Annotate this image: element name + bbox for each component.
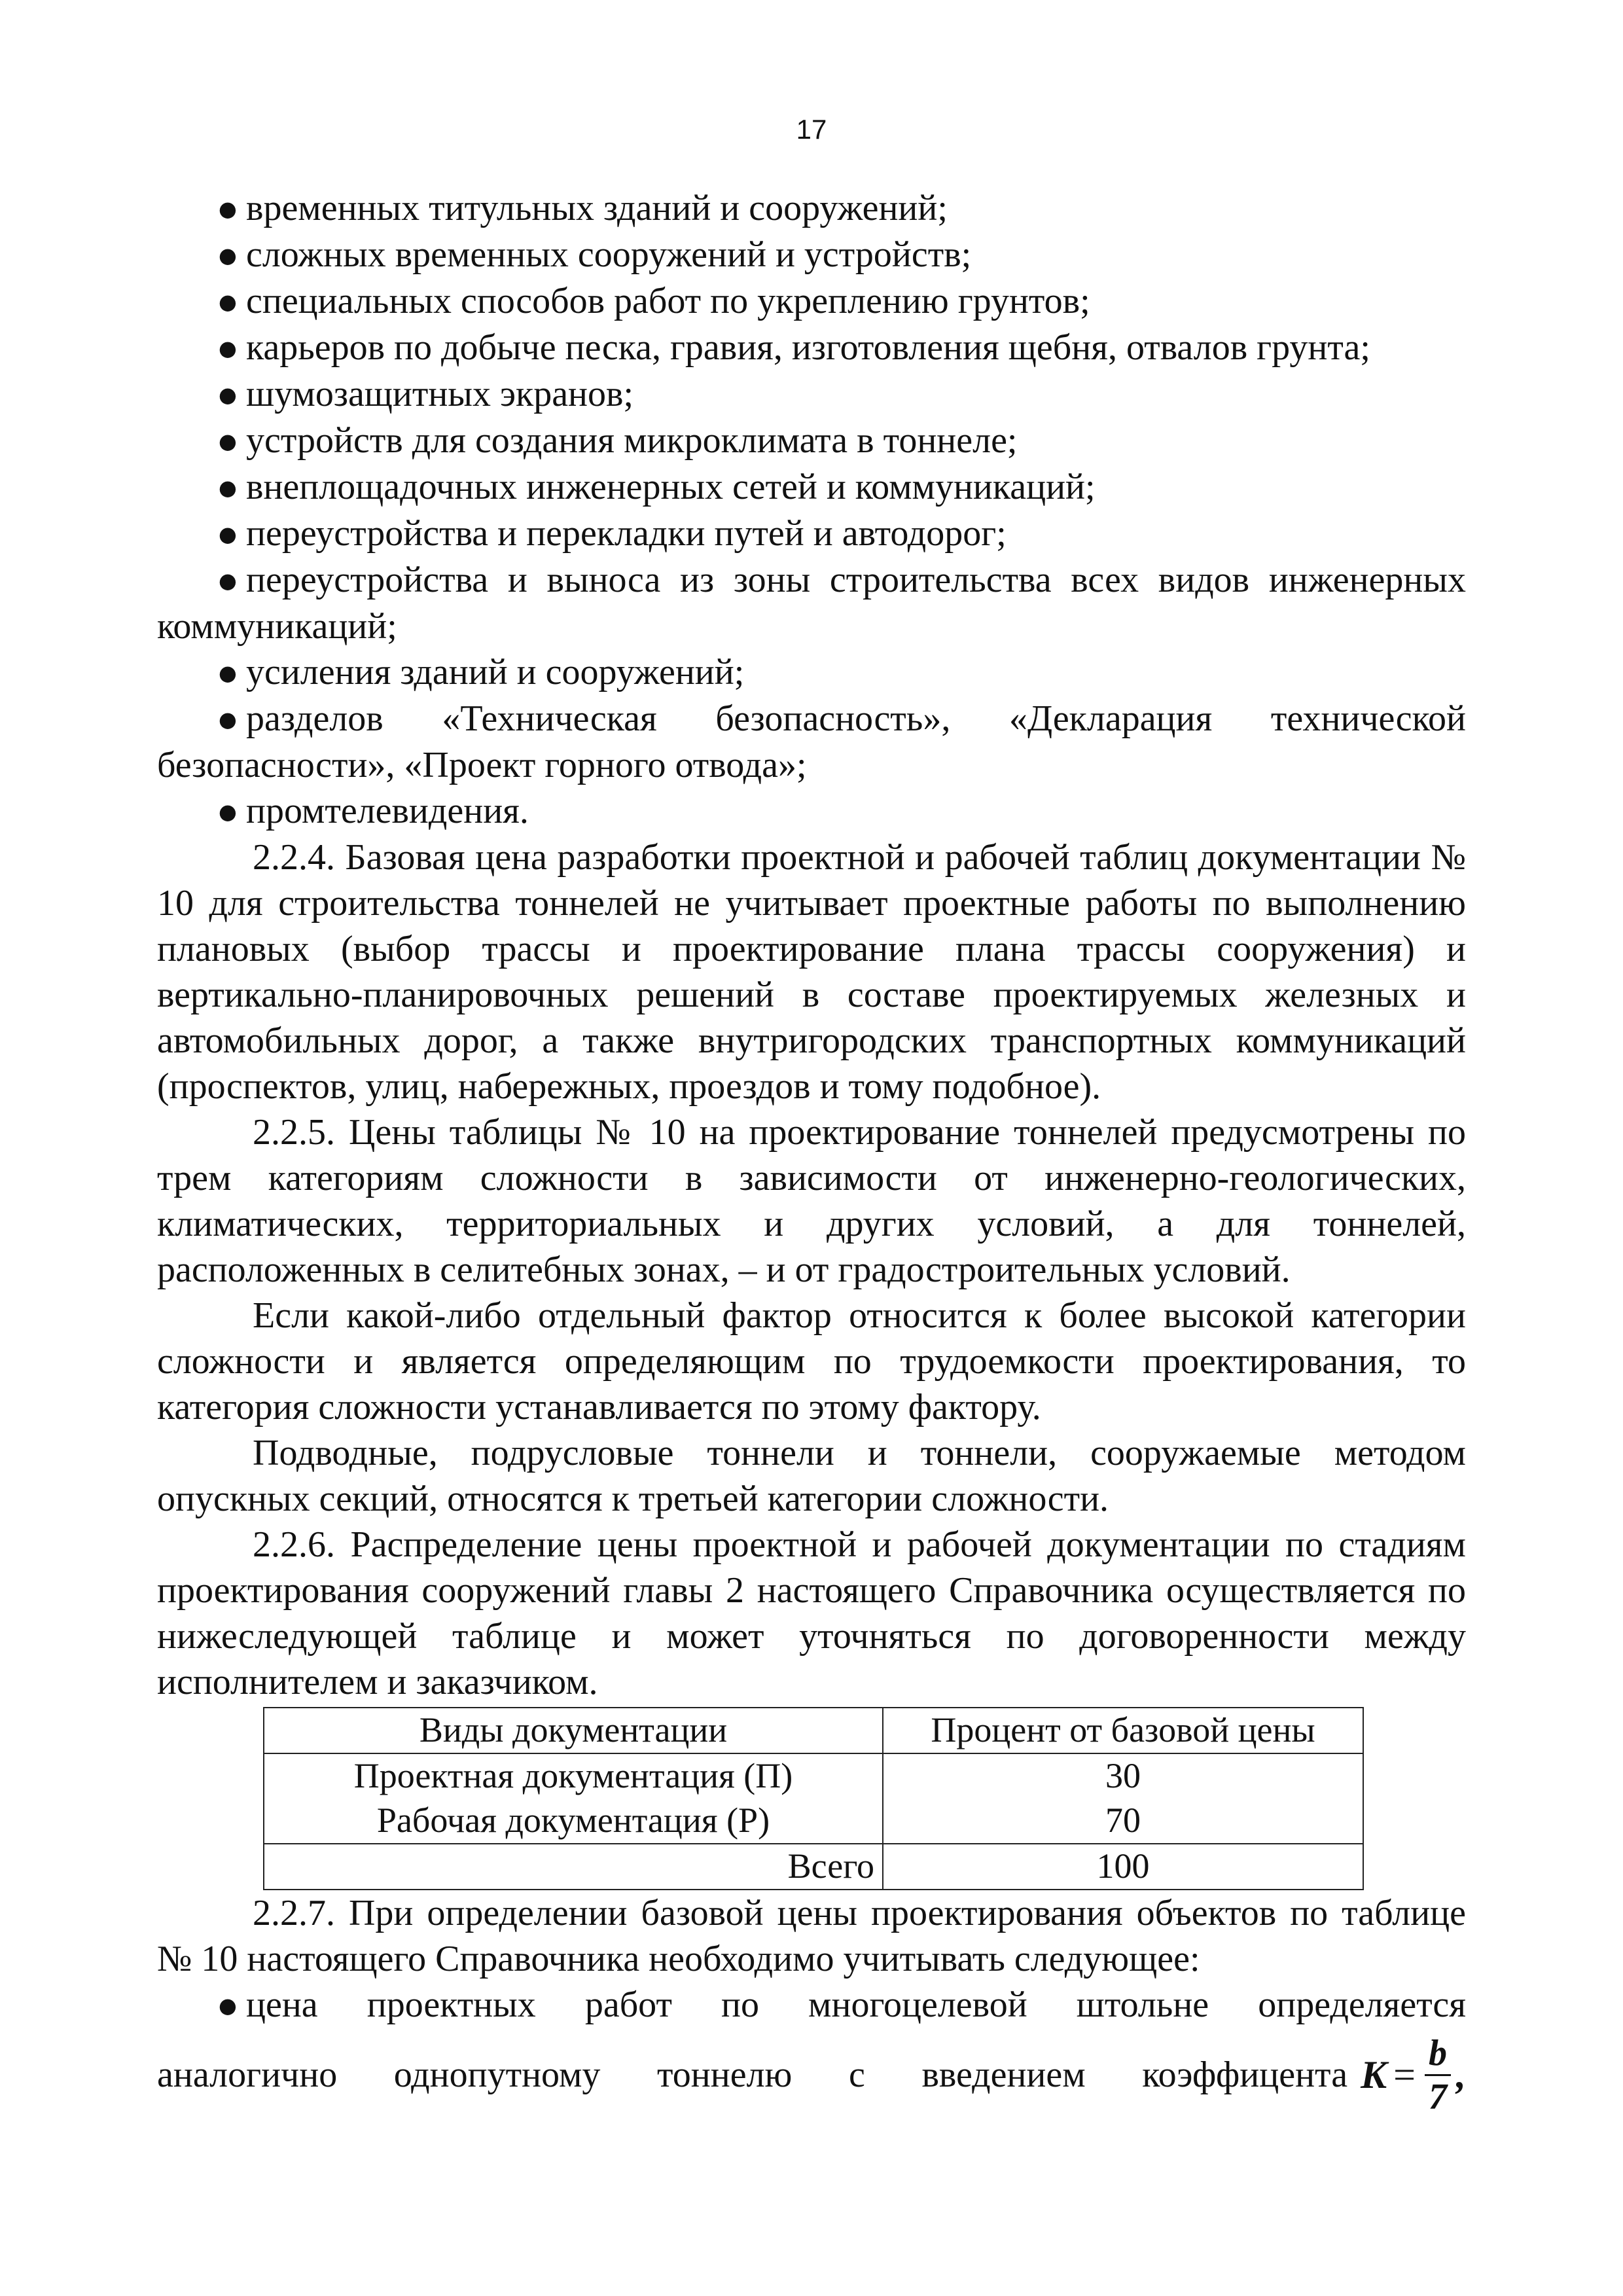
paragraph-2-2-5: 2.2.5. Цены таблицы № 10 на проектирование тоннелей предусмотрены по трем категориям сложности в зависимости от инженерно-геологических, климатических, территориальных и других условий, а для тоннелей, расположенных в селитебных зонах, – и от градостроительных условий. bbox=[157, 1112, 1466, 1290]
list-item: ● устройств для создания микроклимата в тоннеле; bbox=[157, 418, 1466, 464]
table-cell-label: Проектная документация (П) bbox=[264, 1753, 883, 1799]
word: аналогично bbox=[157, 2054, 338, 2095]
bullet-list-bottom bbox=[157, 1982, 1466, 2028]
list-item: ● переустройства и перекладки путей и автодорог; bbox=[157, 511, 1466, 557]
bullet-icon: ● bbox=[219, 382, 237, 407]
bullet-icon: ● bbox=[219, 707, 237, 732]
page-body bbox=[157, 185, 1466, 2124]
word: введением bbox=[921, 2054, 1086, 2095]
bullet-icon: ● bbox=[219, 799, 237, 824]
list-item: ● переустройства и выноса из зоны строительства всех видов инженерных коммуникаций; bbox=[157, 557, 1466, 649]
list-item: ● внеплощадочных инженерных сетей и коммуникаций; bbox=[157, 464, 1466, 511]
table-total-value: 100 bbox=[883, 1844, 1363, 1890]
paragraph-2-2-4: 2.2.4. Базовая цена разработки проектной и рабочей таблиц документации № 10 для строительства тоннелей не учитывает проектные работы по выполнению плановых (выбор трассы и проектирование плана трассы сооружения) и вертикально-планировочных решений в составе проектируемых железных и автомобильных дорог, а также внутригородских транспортных коммуникаций (проспектов, улиц, набережных, проездов и тому подобное). bbox=[157, 837, 1466, 1107]
column-header: Виды документации bbox=[264, 1708, 883, 1753]
paragraph-underwater-tunnels: Подводные, подрусловые тоннели и тоннели, сооружаемые методом опускных секций, относятся к третьей категории сложности. bbox=[157, 1433, 1466, 1519]
price-distribution-table bbox=[263, 1707, 1364, 1890]
formula-equals: = bbox=[1393, 2053, 1416, 2096]
bullet-icon: ● bbox=[219, 243, 237, 268]
bullet-icon: ● bbox=[219, 522, 237, 547]
paragraph-2-2-6: 2.2.6. Распределение цены проектной и рабочей документации по стадиям проектирования сооружений главы 2 настоящего Справочника осуществляется по нижеследующей таблице и может уточняться по договоренности между исполнителем и заказчиком. bbox=[157, 1524, 1466, 1702]
list-item: ● карьеров по добыче песка, гравия, изготовления щебня, отвалов грунта; bbox=[157, 325, 1466, 371]
page-number: 17 bbox=[796, 114, 827, 145]
table-header-row bbox=[264, 1708, 1363, 1753]
table-row bbox=[264, 1799, 1363, 1844]
formula-trailing-comma: , bbox=[1456, 2053, 1466, 2096]
list-item: ● цена проектных работ по многоцелевой штольне определяется bbox=[157, 1982, 1466, 2028]
formula-line-words bbox=[157, 2052, 1347, 2098]
word: коэффицента bbox=[1142, 2054, 1348, 2095]
bullet-icon: ● bbox=[219, 660, 237, 685]
bullet-icon: ● bbox=[219, 429, 237, 454]
bullet-icon: ● bbox=[219, 336, 237, 361]
formula-denominator: 7 bbox=[1429, 2076, 1447, 2117]
list-item: ● разделов «Техническая безопасность», «Декларация технической безопасности», «Проект горного отвода»; bbox=[157, 696, 1466, 788]
paragraph-2-2-7: 2.2.7. При определении базовой цены проектирования объектов по таблице № 10 настоящего Справочника необходимо учитывать следующее: bbox=[157, 1893, 1466, 1979]
list-item: ● специальных способов работ по укреплению грунтов; bbox=[157, 278, 1466, 325]
table-total-label: Всего bbox=[264, 1844, 883, 1890]
table-total-row bbox=[264, 1844, 1363, 1890]
bullet-icon: ● bbox=[219, 475, 237, 500]
word: однопутному bbox=[393, 2054, 601, 2095]
bullet-icon: ● bbox=[219, 289, 237, 314]
bullet-list bbox=[157, 185, 1466, 834]
paragraph-factor: Если какой-либо отдельный фактор относится к более высокой категории сложности и является определяющим по трудоемкости проектирования, то категория сложности устанавливается по этому фактору. bbox=[157, 1295, 1466, 1427]
list-item: ● усиления зданий и сооружений; bbox=[157, 649, 1466, 696]
column-header: Процент от базовой цены bbox=[883, 1708, 1363, 1753]
table-cell-label: Рабочая документация (Р) bbox=[264, 1799, 883, 1844]
word: с bbox=[848, 2054, 865, 2095]
list-item: ● сложных временных сооружений и устройств; bbox=[157, 232, 1466, 278]
bullet-icon: ● bbox=[219, 568, 237, 593]
word: тоннелю bbox=[657, 2054, 793, 2095]
table-cell-value: 30 bbox=[883, 1753, 1363, 1799]
formula-fraction bbox=[1425, 2032, 1451, 2117]
formula-line bbox=[157, 2026, 1466, 2124]
list-item: ● промтелевидения. bbox=[157, 788, 1466, 834]
formula-lhs: K bbox=[1361, 2053, 1387, 2096]
list-item: ● шумозащитных экранов; bbox=[157, 371, 1466, 418]
list-item: ● временных титульных зданий и сооружений; bbox=[157, 185, 1466, 232]
bullet-icon: ● bbox=[219, 1993, 237, 2018]
bullet-icon: ● bbox=[219, 196, 237, 221]
coefficient-formula bbox=[1361, 2032, 1466, 2117]
table-cell-value: 70 bbox=[883, 1799, 1363, 1844]
table-row bbox=[264, 1753, 1363, 1799]
formula-numerator: b bbox=[1425, 2035, 1451, 2076]
